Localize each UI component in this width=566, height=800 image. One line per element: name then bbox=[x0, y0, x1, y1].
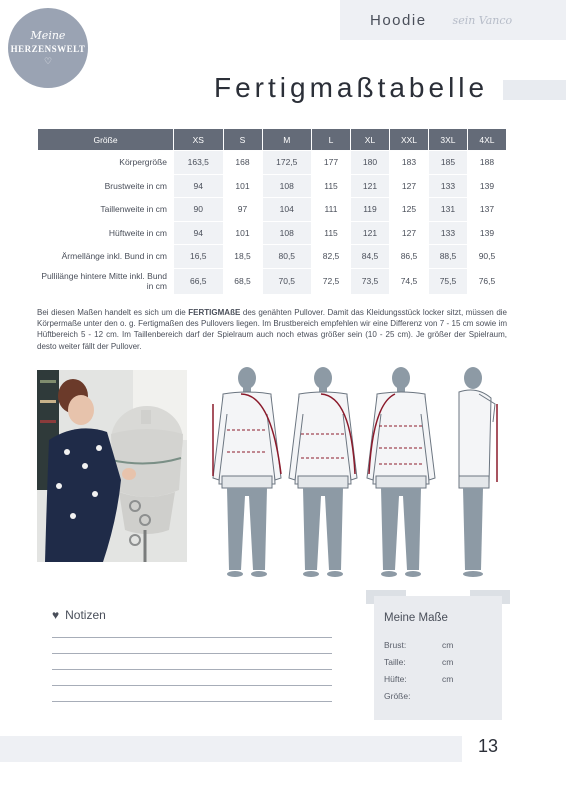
table-cell: 133 bbox=[428, 174, 467, 198]
table-cell: 84,5 bbox=[351, 245, 390, 269]
table-cell: 94 bbox=[174, 221, 224, 245]
fit-note-paragraph bbox=[37, 307, 507, 352]
brand-logo bbox=[8, 8, 88, 88]
header-banner bbox=[340, 0, 566, 40]
table-row bbox=[38, 174, 507, 198]
notes-title: Notizen bbox=[65, 608, 106, 622]
size-header-cell: S bbox=[223, 129, 262, 151]
size-table bbox=[37, 128, 507, 295]
row-label: Körpergröße bbox=[38, 151, 174, 175]
note-line[interactable] bbox=[52, 685, 332, 686]
page-title: Fertigmaßtabelle bbox=[214, 72, 489, 103]
table-cell: 66,5 bbox=[174, 268, 224, 294]
table-cell: 127 bbox=[389, 221, 428, 245]
table-cell: 139 bbox=[467, 221, 506, 245]
table-cell: 121 bbox=[351, 174, 390, 198]
table-cell: 115 bbox=[312, 221, 351, 245]
fit-note-text: Bei diesen Maßen handelt es sich um die bbox=[37, 308, 189, 317]
note-line[interactable] bbox=[52, 637, 332, 638]
table-cell: 188 bbox=[467, 151, 506, 175]
card-title: Meine Maße bbox=[384, 612, 448, 624]
heart-icon: ♡ bbox=[43, 56, 53, 66]
heart-icon: ♥ bbox=[52, 608, 60, 622]
row-label: Pullilänge hintere Mitte inkl. Bund in cm bbox=[38, 268, 174, 294]
size-header-cell: XL bbox=[351, 129, 390, 151]
table-cell: 137 bbox=[467, 198, 506, 222]
table-cell: 94 bbox=[174, 174, 224, 198]
table-cell: 76,5 bbox=[467, 268, 506, 294]
table-cell: 172,5 bbox=[262, 151, 312, 175]
pattern-name: Hoodie bbox=[370, 11, 427, 29]
row-label: Hüftweite in cm bbox=[38, 221, 174, 245]
table-row bbox=[38, 198, 507, 222]
table-cell: 104 bbox=[262, 198, 312, 222]
measurement-unit: cm bbox=[442, 674, 454, 684]
table-cell: 82,5 bbox=[312, 245, 351, 269]
page-number: 13 bbox=[478, 736, 499, 756]
measurement-row bbox=[384, 657, 492, 667]
footer-bar bbox=[0, 736, 462, 762]
size-header-cell: L bbox=[312, 129, 351, 151]
table-row bbox=[38, 221, 507, 245]
measurement-label: Hüfte: bbox=[384, 674, 407, 684]
logo-line-1: Meine bbox=[30, 29, 66, 42]
measurement-row bbox=[384, 674, 492, 684]
note-line[interactable] bbox=[52, 669, 332, 670]
table-cell: 131 bbox=[428, 198, 467, 222]
table-cell: 185 bbox=[428, 151, 467, 175]
table-cell: 74,5 bbox=[389, 268, 428, 294]
title-accent-bar bbox=[503, 80, 566, 100]
table-cell: 139 bbox=[467, 174, 506, 198]
measurement-unit: cm bbox=[442, 640, 454, 650]
size-header-cell: M bbox=[262, 129, 312, 151]
logo-line-2: HERZENSWELT bbox=[10, 44, 86, 54]
table-cell: 75,5 bbox=[428, 268, 467, 294]
table-cell: 80,5 bbox=[262, 245, 312, 269]
table-cell: 168 bbox=[223, 151, 262, 175]
table-cell: 101 bbox=[223, 174, 262, 198]
table-cell: 70,5 bbox=[262, 268, 312, 294]
table-cell: 108 bbox=[262, 174, 312, 198]
table-cell: 18,5 bbox=[223, 245, 262, 269]
measurement-row bbox=[384, 691, 492, 701]
measurement-label: Größe: bbox=[384, 691, 411, 701]
notes-section bbox=[52, 608, 332, 702]
measurement-label: Brust: bbox=[384, 640, 407, 650]
my-measurements-card bbox=[374, 596, 502, 720]
table-cell: 88,5 bbox=[428, 245, 467, 269]
row-label: Ärmellänge inkl. Bund in cm bbox=[38, 245, 174, 269]
table-cell: 111 bbox=[312, 198, 351, 222]
table-cell: 90,5 bbox=[467, 245, 506, 269]
measurement-row bbox=[384, 640, 492, 650]
dress-form-photo bbox=[37, 370, 187, 562]
table-cell: 183 bbox=[389, 151, 428, 175]
table-cell: 108 bbox=[262, 221, 312, 245]
fit-note-text: des genähten Pullover. Damit das Kleidungsstück locker sitzt, müssen die Körpermaße unter den o. g. Fertigmaßen des Pullovers liegen. Im Brustbereich empfehlen wir eine Differenz von 7 - 15 cm sowie im Hüftbereich 5 - 12 cm. Im Taillenbereich darf der Spielraum auch noch etwas größer sein (10 - 25 cm). Je größer der Spielraum, desto weiter fällt der Pullover. bbox=[37, 308, 507, 351]
table-cell: 68,5 bbox=[223, 268, 262, 294]
table-cell: 133 bbox=[428, 221, 467, 245]
signature-script: sein Vanco bbox=[452, 13, 513, 27]
note-line[interactable] bbox=[52, 653, 332, 654]
size-header-corner: Größe bbox=[38, 129, 174, 151]
table-cell: 119 bbox=[351, 198, 390, 222]
measurement-unit: cm bbox=[442, 657, 454, 667]
table-cell: 127 bbox=[389, 174, 428, 198]
row-label: Taillenweite in cm bbox=[38, 198, 174, 222]
size-header-cell: XS bbox=[174, 129, 224, 151]
size-header-cell: XXL bbox=[389, 129, 428, 151]
fit-note-emphasis: FERTIGMAßE bbox=[188, 308, 241, 317]
table-cell: 73,5 bbox=[351, 268, 390, 294]
table-row bbox=[38, 268, 507, 294]
table-cell: 125 bbox=[389, 198, 428, 222]
note-line[interactable] bbox=[52, 701, 332, 702]
table-cell: 90 bbox=[174, 198, 224, 222]
table-cell: 16,5 bbox=[174, 245, 224, 269]
measurement-label: Taille: bbox=[384, 657, 406, 667]
size-header-row bbox=[38, 129, 507, 151]
table-cell: 180 bbox=[351, 151, 390, 175]
row-label: Brustweite in cm bbox=[38, 174, 174, 198]
table-cell: 97 bbox=[223, 198, 262, 222]
table-row bbox=[38, 245, 507, 269]
table-cell: 163,5 bbox=[174, 151, 224, 175]
table-cell: 121 bbox=[351, 221, 390, 245]
table-cell: 177 bbox=[312, 151, 351, 175]
table-cell: 86,5 bbox=[389, 245, 428, 269]
table-cell: 115 bbox=[312, 174, 351, 198]
size-header-cell: 3XL bbox=[428, 129, 467, 151]
table-cell: 101 bbox=[223, 221, 262, 245]
size-header-cell: 4XL bbox=[467, 129, 506, 151]
table-cell: 72,5 bbox=[312, 268, 351, 294]
measurement-figures bbox=[205, 364, 505, 584]
table-row bbox=[38, 151, 507, 175]
